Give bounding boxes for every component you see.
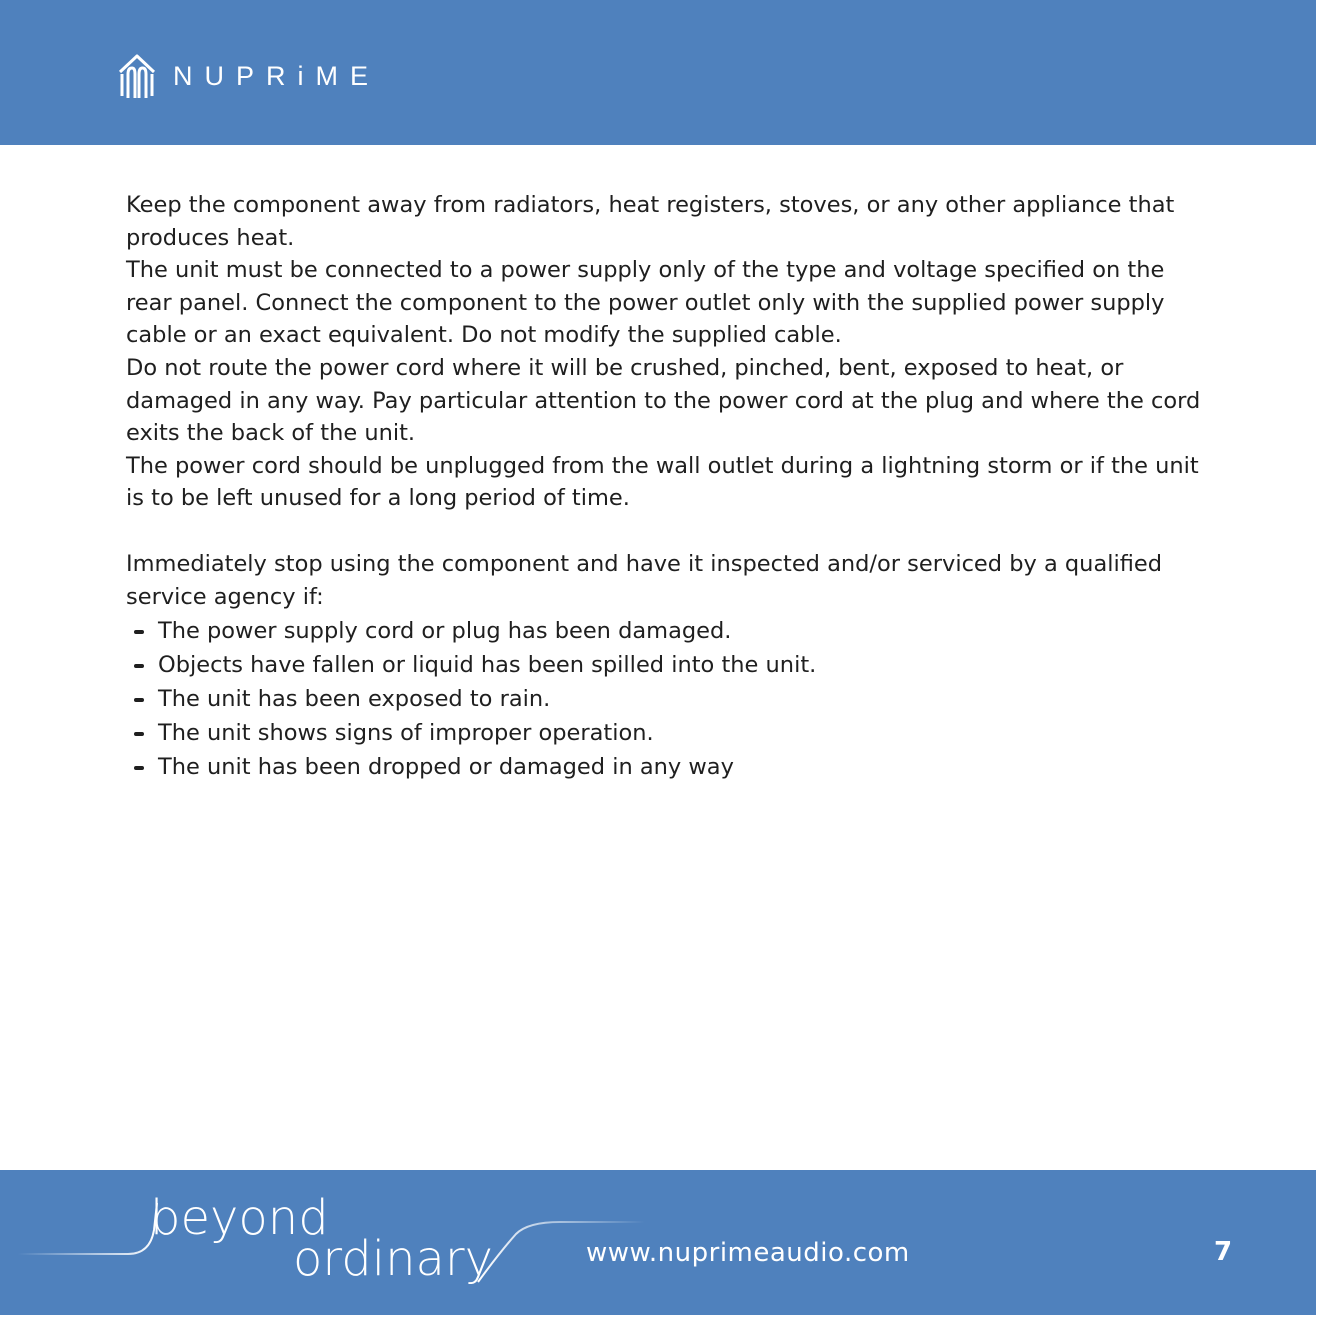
brand-name: NUPRiME xyxy=(173,60,381,91)
bullet-icon xyxy=(134,732,144,736)
paragraph-power-cord: Do not route the power cord where it will be crushed, pinched, bent, exposed to heat, or damaged in any way. Pay particular attention to the power cord at the plug and where the cord exits the back of the unit. xyxy=(126,354,1201,447)
paragraph-spacer xyxy=(126,515,1206,548)
paragraph-heat: Keep the component away from radiators, heat registers, stoves, or any other appliance that produces heat. xyxy=(126,192,1175,251)
list-item: The unit shows signs of improper operation. xyxy=(126,716,1206,750)
beyond-ordinary-tagline xyxy=(0,1170,660,1315)
paragraph-unplug: The power cord should be unplugged from the wall outlet during a lightning storm or if the unit is to be left unused for a long period of time. xyxy=(126,452,1199,512)
tagline-beyond: beyond xyxy=(150,1190,329,1246)
service-conditions-list xyxy=(126,614,1206,784)
page-footer xyxy=(0,1170,1316,1315)
list-item: The unit has been exposed to rain. xyxy=(126,682,1206,716)
bullet-icon xyxy=(134,630,144,634)
list-item: Objects have fallen or liquid has been spilled into the unit. xyxy=(126,648,1206,682)
page-header xyxy=(0,0,1316,145)
nuprime-house-logo-icon xyxy=(117,52,157,100)
page-number: 7 xyxy=(1214,1237,1233,1267)
brand-logo xyxy=(117,52,380,100)
website-url: www.nuprimeaudio.com xyxy=(586,1238,910,1268)
service-intro: Immediately stop using the component and have it inspected and/or serviced by a qualified service agency if: xyxy=(126,550,1163,610)
bullet-icon xyxy=(134,766,144,770)
paragraph-power-supply: The unit must be connected to a power supply only of the type and voltage specified on the rear panel. Connect the component to the power outlet only with the supplied power supply cable or an exact equivalent. Do not modify the supplied cable. xyxy=(126,257,1165,349)
list-item: The power supply cord or plug has been damaged. xyxy=(126,614,1206,648)
tagline-ordinary: ordinary xyxy=(293,1231,494,1287)
page-body xyxy=(126,189,1206,784)
bullet-icon xyxy=(134,664,144,668)
bullet-icon xyxy=(134,698,144,702)
list-item: The unit has been dropped or damaged in any way xyxy=(126,750,1206,784)
